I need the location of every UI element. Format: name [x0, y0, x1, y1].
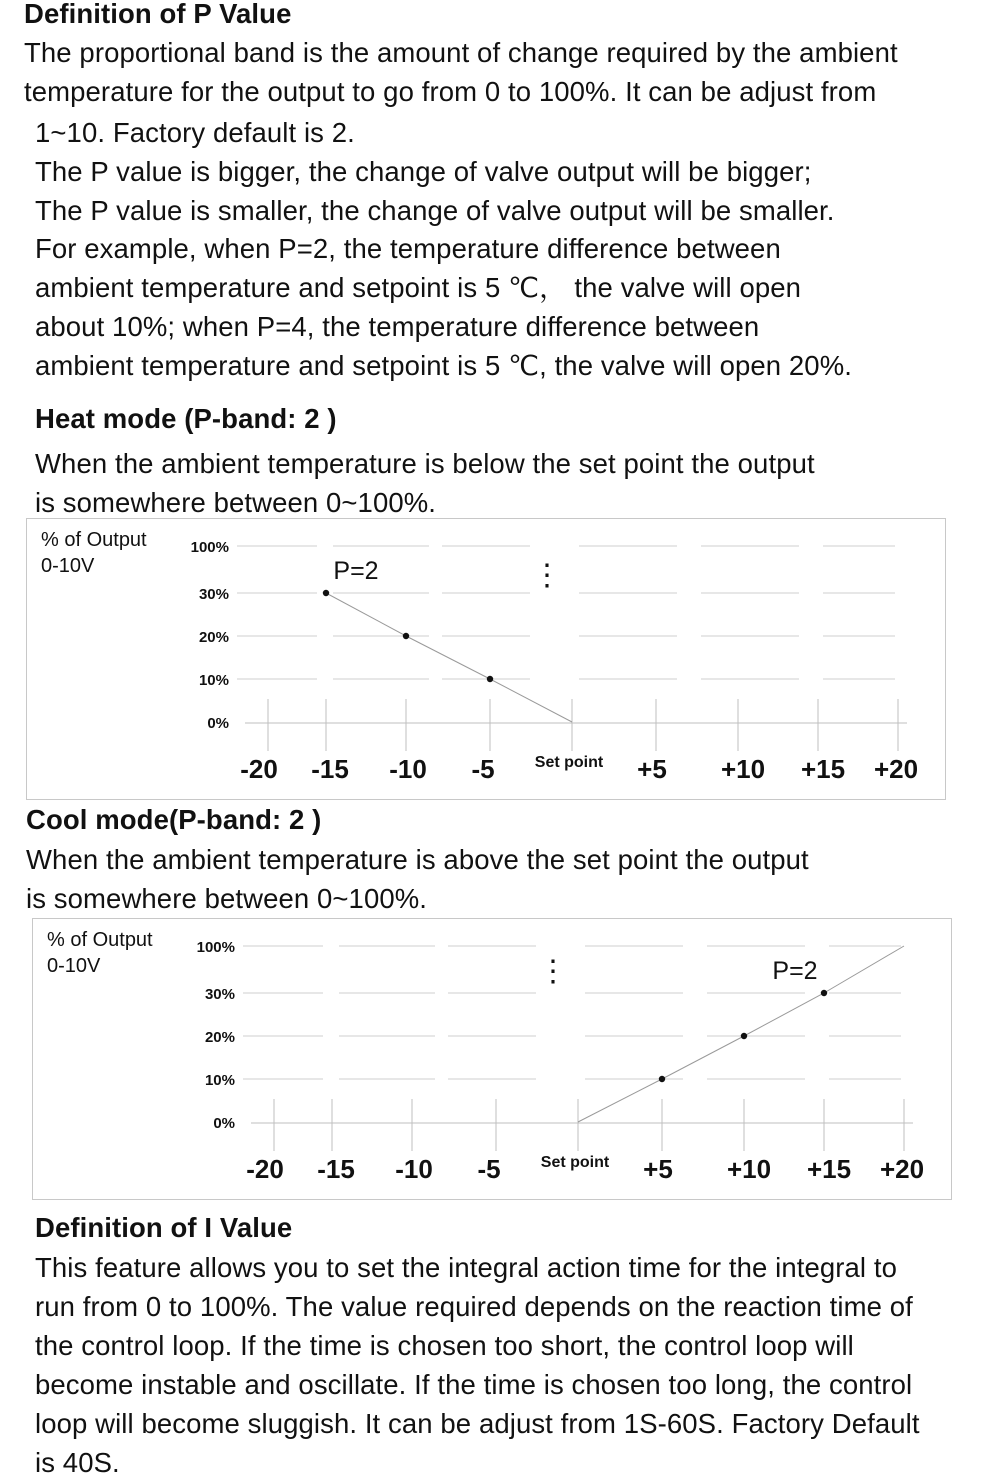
x-tick-label: -20: [240, 754, 278, 784]
y-axis-subtitle: 0-10V: [41, 555, 95, 577]
x-tick-label: +20: [879, 1154, 925, 1184]
y-tick-label: 10%: [198, 672, 229, 689]
i-value-line: is 40S.: [35, 1447, 120, 1478]
p-value-line: The P value is bigger, the change of valve output will be bigger;: [35, 156, 812, 187]
x-tick-label: -10: [395, 1154, 433, 1184]
p-value-line: ambient temperature and setpoint is 5 ℃, the valve will open 20%.: [35, 350, 852, 381]
i-value-line: loop will become sluggish. It can be adjust from 1S-60S. Factory Default: [35, 1408, 920, 1439]
axis-break-mark: ⋮: [532, 559, 562, 592]
data-point: [741, 1033, 747, 1039]
heat-mode-heading: Heat mode (P-band: 2 ): [35, 403, 337, 434]
data-point: [487, 676, 493, 682]
i-value-line: the control loop. If the time is chosen too short, the control loop will: [35, 1330, 854, 1361]
y-axis-title: % of Output: [47, 929, 153, 951]
x-tick-label-setpoint: Set point: [540, 1154, 610, 1171]
y-tick-label: 0%: [213, 1115, 235, 1132]
x-tick-label: -15: [311, 754, 349, 784]
x-tick-label: +20: [873, 754, 919, 784]
heat-mode-line: When the ambient temperature is below the set point the output: [35, 448, 815, 479]
p-value-line: 1~10. Factory default is 2.: [35, 117, 355, 148]
data-point: [323, 590, 329, 596]
i-value-line: This feature allows you to set the integral action time for the integral to: [35, 1252, 897, 1283]
cool-mode-heading: Cool mode(P-band: 2 ): [26, 804, 322, 835]
heat-mode-chart: [26, 518, 946, 800]
heat-mode-chart-svg: [27, 519, 945, 799]
y-tick-label: 0%: [207, 715, 229, 732]
p-value-heading: Definition of P Value: [24, 0, 292, 29]
data-point: [659, 1076, 665, 1082]
cool-mode-chart: [32, 918, 952, 1200]
x-tick-label: +15: [800, 754, 846, 784]
p-band-annotation: P=2: [772, 957, 818, 985]
p-value-line: The P value is smaller, the change of valve output will be smaller.: [35, 195, 835, 226]
p-value-line: For example, when P=2, the temperature difference between: [35, 233, 781, 264]
x-tick-label: +5: [637, 754, 667, 784]
y-tick-label: 10%: [204, 1072, 235, 1089]
p-band-annotation: P=2: [333, 557, 379, 585]
y-tick-label: 100%: [196, 939, 235, 956]
y-tick-label: 30%: [204, 986, 235, 1003]
x-tick-label: -10: [389, 754, 427, 784]
y-tick-label: 100%: [190, 539, 229, 556]
p-value-line: The proportional band is the amount of change required by the ambient: [24, 37, 898, 68]
x-tick-label: -5: [471, 754, 495, 784]
data-point: [821, 990, 827, 996]
data-point: [403, 633, 409, 639]
x-tick-label: -15: [317, 1154, 355, 1184]
x-tick-label: +5: [643, 1154, 673, 1184]
heat-mode-line: is somewhere between 0~100%.: [35, 487, 437, 518]
x-tick-label: +15: [806, 1154, 852, 1184]
cool-mode-line: When the ambient temperature is above the set point the output: [26, 844, 809, 875]
y-tick-label: 20%: [198, 629, 229, 646]
i-value-heading: Definition of I Value: [35, 1212, 293, 1243]
series-line: [326, 593, 572, 722]
i-value-line: run from 0 to 100%. The value required depends on the reaction time of: [35, 1291, 913, 1322]
y-axis-subtitle: 0-10V: [47, 955, 101, 977]
cool-mode-line: is somewhere between 0~100%.: [26, 883, 428, 914]
p-value-line: ambient temperature and setpoint is 5 ℃， the valve will open: [35, 272, 802, 303]
x-tick-label-setpoint: Set point: [534, 754, 604, 771]
i-value-line: become instable and oscillate. If the time is chosen too long, the control: [35, 1369, 913, 1400]
series-line: [578, 946, 904, 1122]
y-tick-label: 20%: [204, 1029, 235, 1046]
y-axis-title: % of Output: [41, 529, 147, 551]
p-value-line: about 10%; when P=4, the temperature difference between: [35, 311, 760, 342]
cool-mode-chart-svg: [33, 919, 951, 1199]
p-value-line: temperature for the output to go from 0 to 100%. It can be adjust from: [24, 76, 877, 107]
x-tick-label: -5: [477, 1154, 501, 1184]
axis-break-mark: ⋮: [538, 955, 568, 988]
x-tick-label: +10: [726, 1154, 772, 1184]
x-tick-label: -20: [246, 1154, 284, 1184]
x-tick-label: +10: [720, 754, 766, 784]
y-tick-label: 30%: [198, 586, 229, 603]
